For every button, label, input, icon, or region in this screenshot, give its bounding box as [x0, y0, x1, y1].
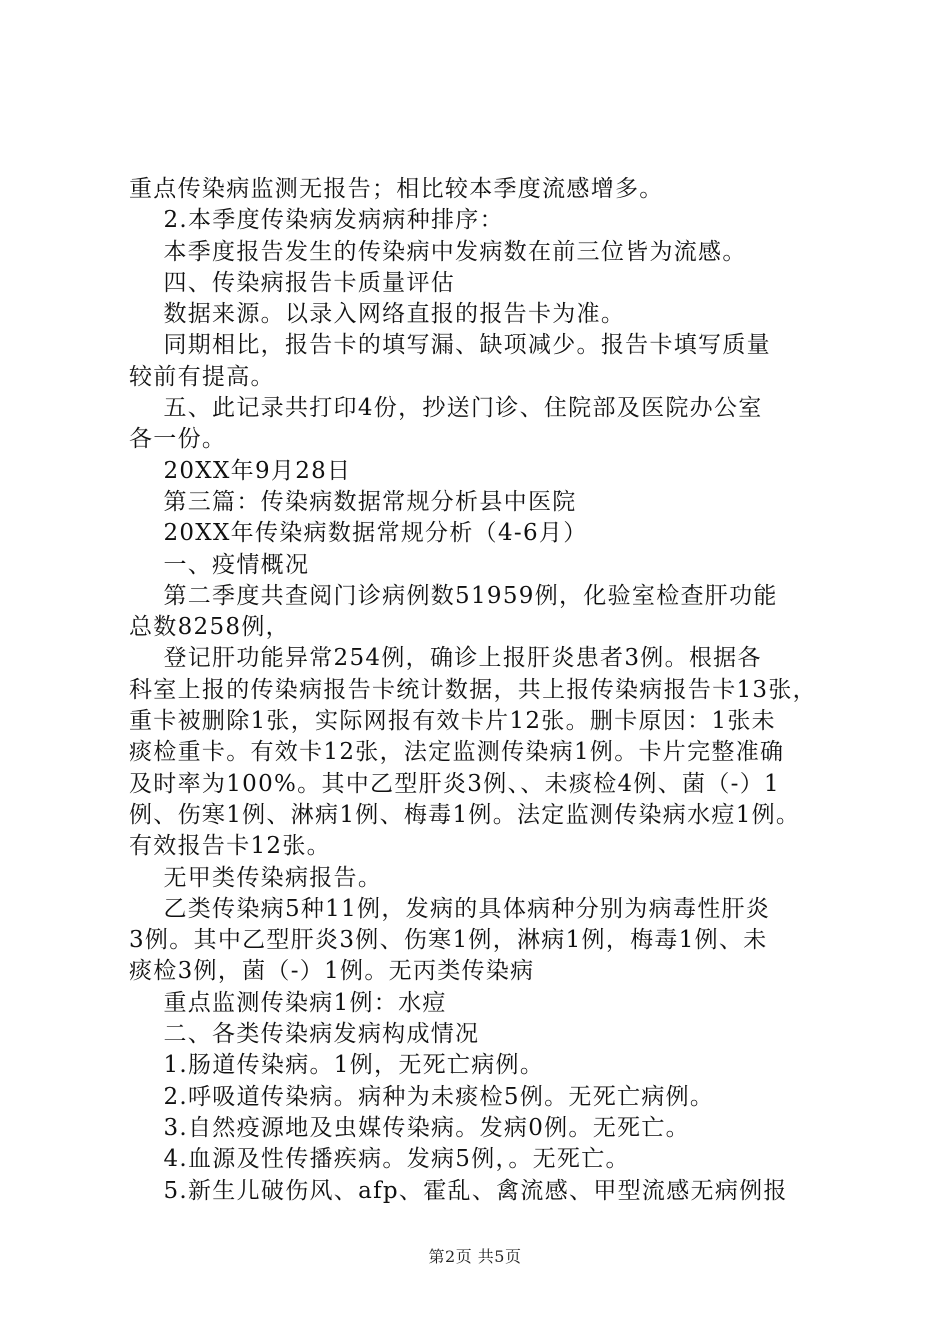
list-item: 4.血源及性传播疾病。发病5例，。无死亡。 — [129, 1146, 630, 1173]
text-line: 科室上报的传染病报告卡统计数据，共上报传染病报告卡13张， — [129, 676, 817, 703]
report-title: 20XX年传染病数据常规分析（4-6月） — [129, 520, 588, 547]
text-line: 2.本季度传染病发病病种排序： — [129, 207, 504, 234]
text-line: 登记肝功能异常254例，确诊上报肝炎患者3例。根据各 — [129, 645, 762, 672]
list-item: 1.肠道传染病。1例，无死亡病例。 — [129, 1052, 545, 1079]
text-line: 数据来源。以录入网络直报的报告卡为准。 — [129, 301, 626, 328]
chapter-title: 第三篇：传染病数据常规分析县中医院 — [129, 488, 577, 515]
text-line: 痰检3例，菌（-）1例。无丙类传染病 — [129, 958, 535, 985]
page-footer — [0, 1244, 950, 1267]
text-line: 3例。其中乙型肝炎3例、伤寒1例，淋病1例，梅毒1例、未 — [129, 927, 768, 954]
text-line: 重点传染病监测无报告；相比较本季度流感增多。 — [129, 176, 664, 202]
list-item: 5.新生儿破伤风、afp、霍乱、禽流感、甲型流感无病例报 — [129, 1177, 788, 1204]
text-line: 有效报告卡12张。 — [129, 833, 331, 860]
section-heading: 五、此记录共打印4份，抄送门诊、住院部及医院办公室 — [129, 395, 763, 422]
text-line: 及时率为100%。其中乙型肝炎3例、、未痰检4例、菌（-）1 — [129, 770, 780, 797]
list-item: 3.自然疫源地及虫媒传染病。发病0例。无死亡。 — [129, 1114, 690, 1141]
date-line: 20XX年9月28日 — [129, 457, 352, 484]
text-line: 乙类传染病5种11例，发病的具体病种分别为病毒性肝炎 — [129, 895, 771, 922]
text-line: 第二季度共查阅门诊病例数51959例，化验室检查肝功能 — [129, 582, 778, 609]
section-heading: 四、传染病报告卡质量评估 — [129, 269, 456, 296]
section-heading: 二、各类传染病发病构成情况 — [129, 1021, 480, 1048]
page-indicator: 第2页 共5页 — [428, 1247, 522, 1266]
text-line: 痰检重卡。有效卡12张，法定监测传染病1例。卡片完整准确 — [129, 739, 785, 766]
text-line: 各一份。 — [129, 426, 227, 453]
text-line: 总数8258例， — [129, 614, 290, 641]
text-line: 无甲类传染病报告。 — [129, 864, 383, 891]
document-body — [129, 174, 849, 1207]
text-line: 本季度报告发生的传染病中发病数在前三位皆为流感。 — [129, 238, 747, 265]
text-line: 重点监测传染病1例：水痘 — [129, 989, 447, 1016]
text-line: 同期相比，报告卡的填写漏、缺项减少。报告卡填写质量 — [129, 332, 771, 359]
text-line: 重卡被删除1张，实际网报有效卡片12张。删卡原因：1张未 — [129, 708, 776, 735]
text-line: 例、伤寒1例、淋病1例、梅毒1例。法定监测传染病水痘1例。 — [129, 801, 801, 828]
section-heading: 一、疫情概况 — [129, 551, 310, 578]
text-line: 较前有提高。 — [129, 363, 275, 390]
list-item: 2.呼吸道传染病。病种为未痰检5例。无死亡病例。 — [129, 1083, 715, 1110]
